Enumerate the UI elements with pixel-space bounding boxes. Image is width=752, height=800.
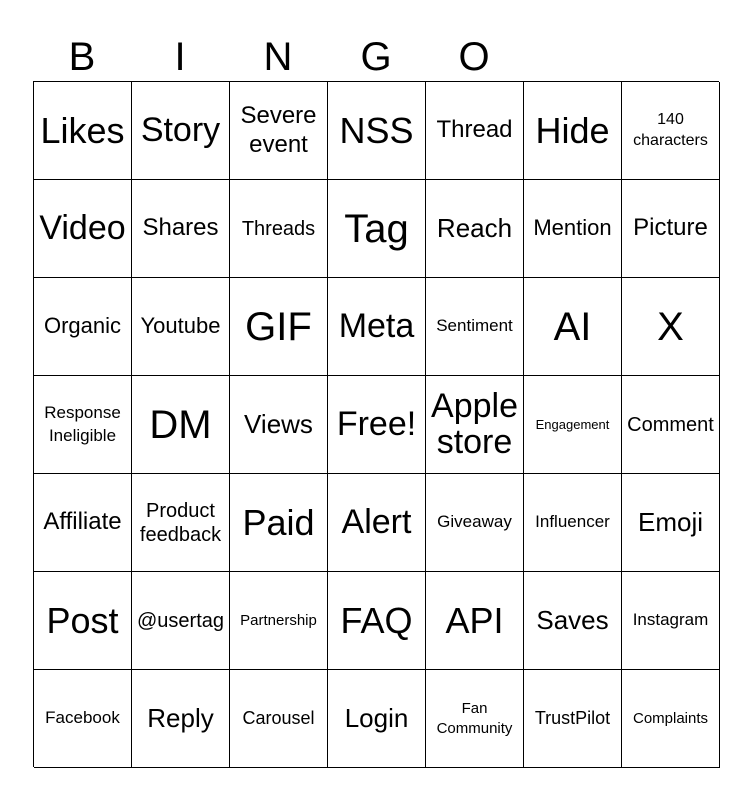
cell-label: Meta <box>338 306 415 345</box>
bingo-cell[interactable] <box>132 180 230 278</box>
cell-label: Mention <box>533 215 612 241</box>
bingo-cell[interactable] <box>34 278 132 376</box>
cell-label: Engagement <box>535 416 610 432</box>
bingo-cell[interactable] <box>132 82 230 180</box>
bingo-card-grid <box>33 81 719 767</box>
bingo-cell[interactable] <box>328 180 426 278</box>
header-letter-n: N <box>263 35 293 79</box>
bingo-cell[interactable] <box>34 572 132 670</box>
bingo-header <box>33 34 719 80</box>
bingo-cell[interactable] <box>132 474 230 572</box>
header-letter-g: G <box>360 35 392 79</box>
cell-label: Hide <box>535 109 610 151</box>
bingo-cell[interactable] <box>328 278 426 376</box>
cell-label: Threads <box>241 217 316 240</box>
cell-label: Thread <box>436 116 513 144</box>
cell-label: Alert <box>341 502 412 541</box>
bingo-cell[interactable] <box>230 278 328 376</box>
cell-label: Fan Community <box>436 700 513 737</box>
bingo-cell[interactable] <box>328 670 426 768</box>
cell-label: Affiliate <box>43 508 122 536</box>
bingo-cell[interactable] <box>622 82 720 180</box>
bingo-cell[interactable] <box>426 82 524 180</box>
bingo-cell[interactable] <box>622 376 720 474</box>
bingo-cell[interactable] <box>524 278 622 376</box>
cell-label: Reply <box>147 702 214 733</box>
bingo-cell[interactable] <box>132 572 230 670</box>
bingo-cell[interactable] <box>524 180 622 278</box>
cell-label: GIF <box>245 304 312 349</box>
cell-label: FAQ <box>340 599 413 641</box>
cell-label: Sentiment <box>436 316 513 336</box>
cell-label: Emoji <box>637 506 703 537</box>
cell-label: Tag <box>344 206 409 251</box>
cell-label: Carousel <box>242 707 315 728</box>
cell-label: 140 characters <box>633 110 708 149</box>
header-letter-b: B <box>68 35 96 79</box>
bingo-cell[interactable] <box>34 376 132 474</box>
cell-label: Influencer <box>535 512 610 532</box>
cell-label: Story <box>140 110 221 149</box>
cell-label: @usertag <box>136 609 224 632</box>
bingo-cell[interactable] <box>426 180 524 278</box>
cell-label: Facebook <box>45 708 120 728</box>
cell-label: Reach <box>436 212 513 243</box>
cell-label: Picture <box>633 214 708 242</box>
cell-label: Views <box>244 408 313 439</box>
bingo-cell[interactable] <box>230 180 328 278</box>
cell-label: Apple store <box>431 386 518 461</box>
bingo-cell[interactable] <box>426 572 524 670</box>
bingo-cell[interactable] <box>132 376 230 474</box>
cell-label: Login <box>344 702 409 733</box>
cell-label: Severe event <box>240 101 317 158</box>
bingo-cell[interactable] <box>622 670 720 768</box>
bingo-cell[interactable] <box>328 376 426 474</box>
bingo-cell[interactable] <box>426 376 524 474</box>
bingo-cell[interactable] <box>524 82 622 180</box>
cell-label: X <box>657 304 684 349</box>
bingo-cell[interactable] <box>524 474 622 572</box>
bingo-cell[interactable] <box>230 572 328 670</box>
bingo-cell[interactable] <box>230 82 328 180</box>
cell-label: Organic <box>43 313 122 339</box>
cell-label: Free! <box>336 404 417 443</box>
cell-label: Likes <box>40 109 125 151</box>
bingo-cell[interactable] <box>230 670 328 768</box>
cell-label: Complaints <box>632 709 709 727</box>
bingo-cell[interactable] <box>622 180 720 278</box>
cell-label: Instagram <box>632 610 709 630</box>
bingo-cell[interactable] <box>524 376 622 474</box>
bingo-cell[interactable] <box>328 572 426 670</box>
cell-label: Shares <box>142 214 219 242</box>
bingo-cell[interactable] <box>34 82 132 180</box>
cell-label: NSS <box>339 109 414 151</box>
cell-label: DM <box>149 402 212 447</box>
bingo-cell[interactable] <box>132 278 230 376</box>
bingo-cell[interactable] <box>132 670 230 768</box>
bingo-cell[interactable] <box>622 278 720 376</box>
bingo-cell[interactable] <box>622 474 720 572</box>
cell-label: Post <box>46 599 119 641</box>
bingo-cell[interactable] <box>622 572 720 670</box>
bingo-cell[interactable] <box>524 670 622 768</box>
cell-label: Giveaway <box>437 512 512 532</box>
cell-label: Partnership <box>240 611 317 629</box>
cell-label: Response Ineligible <box>44 403 121 445</box>
bingo-cell[interactable] <box>34 474 132 572</box>
header-letter-i: I <box>174 35 186 79</box>
cell-label: Youtube <box>140 313 221 339</box>
cell-label: AI <box>553 304 592 349</box>
bingo-cell[interactable] <box>426 474 524 572</box>
bingo-cell[interactable] <box>426 670 524 768</box>
cell-label: Video <box>39 208 126 247</box>
cell-label: Comment <box>627 413 714 436</box>
bingo-cell[interactable] <box>328 474 426 572</box>
bingo-cell[interactable] <box>426 278 524 376</box>
header-letter-o: O <box>458 35 490 79</box>
bingo-cell[interactable] <box>230 376 328 474</box>
bingo-cell[interactable] <box>34 180 132 278</box>
cell-label: TrustPilot <box>534 707 611 728</box>
cell-label: Product feedback <box>139 499 222 546</box>
bingo-cell[interactable] <box>328 82 426 180</box>
bingo-cell[interactable] <box>524 572 622 670</box>
bingo-cell[interactable] <box>230 474 328 572</box>
bingo-cell[interactable] <box>34 670 132 768</box>
cell-label: API <box>445 599 504 641</box>
cell-label: Saves <box>536 604 609 635</box>
cell-label: Paid <box>242 501 315 543</box>
